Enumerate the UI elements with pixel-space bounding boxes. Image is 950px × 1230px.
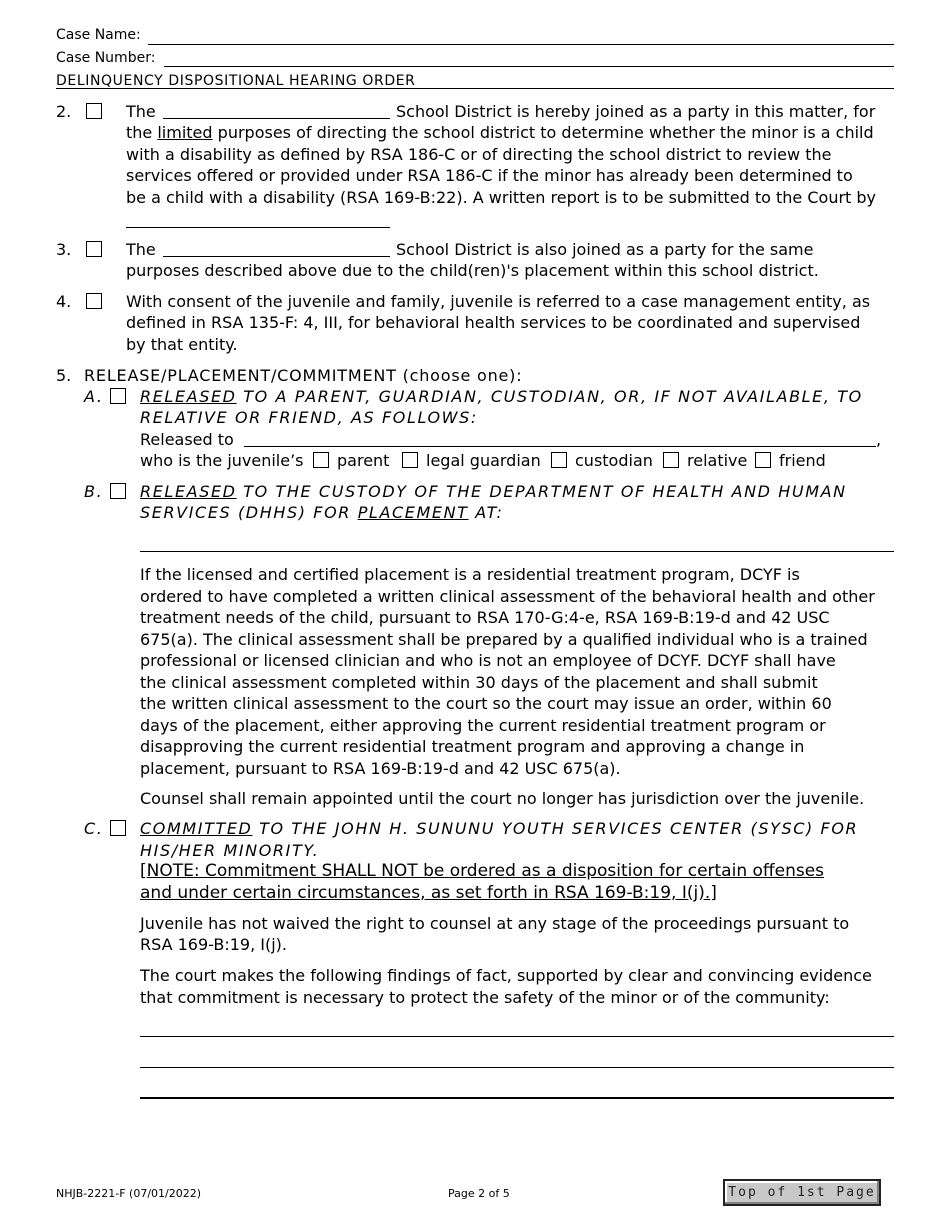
top-of-first-page-button[interactable]: Top of 1st Page (723, 1179, 881, 1206)
item-3-checkbox[interactable] (86, 241, 102, 257)
item-4-text-a: With consent of the juvenile and family, juvenile is referred to a case management entity, as (126, 292, 871, 311)
parent-checkbox[interactable] (313, 452, 329, 468)
item-3-number: 3. (56, 240, 72, 259)
limited-underlined: limited (157, 123, 213, 142)
findings-text-b: that commitment is necessary to protect the safety of the minor or of the community: (140, 988, 830, 1007)
counsel-paragraph: Counsel shall remain appointed until the court no longer has jurisdiction over the juvenile. (140, 789, 865, 808)
item-4-number: 4. (56, 292, 72, 311)
legal-guardian-checkbox[interactable] (402, 452, 418, 468)
item-2-text-a: School District is hereby joined as a party in this matter, for (396, 102, 876, 121)
item-5b-text-a: RELEASED TO THE CUSTODY OF THE DEPARTMENT OF HEALTH AND HUMAN (140, 482, 847, 501)
friend-label: friend (779, 451, 826, 470)
findings-line-3[interactable] (140, 1097, 894, 1099)
item-5-heading: RELEASE/PLACEMENT/COMMITMENT (choose one): (84, 366, 523, 385)
case-number-field[interactable] (164, 66, 894, 67)
header-divider (56, 88, 894, 89)
findings-line-2[interactable] (140, 1067, 894, 1068)
item-5c-letter: C. (84, 819, 104, 838)
case-name-label: Case Name: (56, 27, 141, 43)
released-to-label: Released to (140, 430, 234, 449)
case-name-field[interactable] (148, 44, 894, 45)
item-5c-text-a: COMMITTED TO THE JOHN H. SUNUNU YOUTH SERVICES CENTER (SYSC) FOR (140, 819, 859, 838)
item-3-school-district-field[interactable] (163, 256, 390, 257)
page-number: Page 2 of 5 (448, 1187, 510, 1200)
item-5b-text-b: SERVICES (DHHS) FOR PLACEMENT AT: (140, 503, 504, 522)
counsel-waiver-text-a: Juvenile has not waived the right to counsel at any stage of the proceedings pursuant to (140, 914, 850, 933)
custodian-checkbox[interactable] (551, 452, 567, 468)
item-2-report-date-field[interactable] (126, 227, 390, 228)
item-5c-checkbox[interactable] (110, 820, 126, 836)
item-5a-letter: A. (84, 387, 104, 406)
item-2-school-district-field[interactable] (163, 118, 390, 119)
parent-label: parent (337, 451, 390, 470)
item-3-text-b: purposes described above due to the child(ren)'s placement within this school district. (126, 261, 819, 280)
form-number: NHJB-2221-F (07/01/2022) (56, 1187, 202, 1200)
item-5c-text-b: HIS/HER MINORITY. (140, 841, 320, 860)
item-2-number: 2. (56, 102, 72, 121)
counsel-waiver-text-b: RSA 169-B:19, I(j). (140, 935, 287, 954)
item-5b-letter: B. (84, 482, 104, 501)
form-title: DELINQUENCY DISPOSITIONAL HEARING ORDER (56, 73, 416, 89)
case-number-label: Case Number: (56, 50, 156, 66)
who-is-label: who is the juvenile’s (140, 451, 304, 470)
released-to-comma: , (876, 430, 882, 449)
rtp-paragraph: If the licensed and certified placement is a residential treatment program, DCYF is ordered to have completed a written clinical assessment of the behavioral health and other treatment needs of the child, pursuant to RSA 170-G:4-e, RSA 169-B:19-d and 42 USC 675(a). The clinical assessment shall be prepared by a qualified individual who is a trained professional or licensed clinician and who is not an employee of DCYF. DCYF shall have the clinical assessment completed within 30 days of the placement and shall submit the written clinical assessment to the court so the court may issue an order, within 60 days of the placement, either approving the current residential treatment program or disapproving the current residential treatment program and approving a change in placement, pursuant to RSA 169-B:19-d and 42 USC 675(a). (140, 565, 875, 778)
friend-checkbox[interactable] (755, 452, 771, 468)
item-2-text-e: be a child with a disability (RSA 169-B:22). A written report is to be submitted to the Court by (126, 188, 877, 207)
item-3-text-a: School District is also joined as a party for the same (396, 240, 814, 259)
item-2-the: The (126, 102, 156, 121)
item-2-checkbox[interactable] (86, 103, 102, 119)
item-5a-checkbox[interactable] (110, 388, 126, 404)
custodian-label: custodian (575, 451, 653, 470)
item-2-text-b: the limited purposes of directing the school district to determine whether the minor is a child (126, 123, 874, 142)
item-4-checkbox[interactable] (86, 293, 102, 309)
relative-label: relative (687, 451, 748, 470)
item-4-text-b: defined in RSA 135-F: 4, III, for behavioral health services to be coordinated and supervised (126, 313, 861, 332)
item-5b-checkbox[interactable] (110, 483, 126, 499)
commitment-note: [NOTE: Commitment SHALL NOT be ordered as a disposition for certain offenses and under certain circumstances, as set forth in RSA 169-B:19, I(j).] (140, 861, 825, 903)
relative-checkbox[interactable] (663, 452, 679, 468)
findings-text-a: The court makes the following findings of fact, supported by clear and convincing evidence (140, 966, 872, 985)
item-2-text-d: services offered or provided under RSA 186-C if the minor has already been determined to (126, 166, 853, 185)
item-2-text-c: with a disability as defined by RSA 186-C or of directing the school district to review the (126, 145, 832, 164)
placement-field[interactable] (140, 551, 894, 552)
released-to-field[interactable] (244, 446, 876, 447)
item-3-the: The (126, 240, 156, 259)
legal-guardian-label: legal guardian (426, 451, 541, 470)
item-5-number: 5. (56, 366, 72, 385)
item-5a-text-a: RELEASED TO A PARENT, GUARDIAN, CUSTODIAN, OR, IF NOT AVAILABLE, TO (140, 387, 863, 406)
findings-line-1[interactable] (140, 1036, 894, 1037)
item-5a-text-b: RELATIVE OR FRIEND, AS FOLLOWS: (140, 408, 478, 427)
item-4-text-c: by that entity. (126, 335, 238, 354)
